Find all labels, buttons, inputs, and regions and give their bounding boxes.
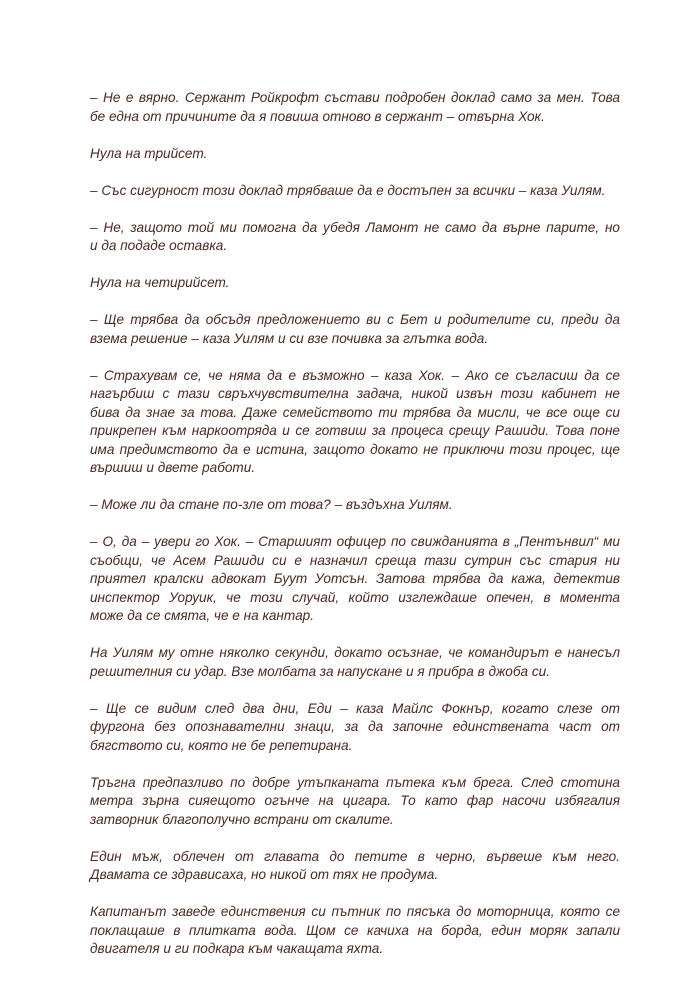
paragraph: [90, 903, 620, 959]
text-line: – О, да – увери го Хок. – Старшият офицер по свижданията в „Пентънвил“ ми: [90, 534, 620, 549]
text-line: Нула на трийсет.: [90, 145, 208, 161]
paragraph: [90, 848, 620, 885]
text-line: На Уилям му отне няколко секунди, докато осъзнае, че командирът е нанесъл: [90, 645, 620, 660]
text-line: може да се смята, че е на кантар.: [90, 608, 314, 623]
text-line: решителния си удар. Взе молбата за напускане и я прибра в джоба си.: [90, 663, 550, 679]
text-line: – Не е вярно. Сержант Ройкрофт състави подробен доклад само за мен. Това: [90, 90, 620, 105]
text-line: Тръгна предпазливо по добре утъпканата пътека към брега. След стотина: [90, 774, 620, 790]
text-line: – Не, защото той ми помогна да убедя Ламонт не само да върне парите, но: [90, 219, 620, 235]
paragraph: [90, 644, 620, 681]
text-line: – Страхувам се, че няма да е възможно – каза Хок. – Ако се съгласиш да се: [90, 367, 620, 383]
text-line: взема решение – каза Уилям и си взе почивка за глътка вода.: [90, 330, 489, 346]
paragraph: [90, 774, 620, 830]
text-line: фургона без опознавателни знаци, за да започне единствената част от: [90, 719, 620, 734]
text-line: – Ще се видим след два дни, Еди – каза Майлс Фокнър, когато слезе от: [90, 700, 620, 716]
text-line: и да подаде оставка.: [90, 238, 228, 253]
text-line: двигателя и ги подкара към чакащата яхта.: [90, 941, 384, 956]
text-line: бива да знае за това. Даже семейството ти трябва да мисли, че все още си: [90, 404, 620, 420]
text-line: бягството си, която не бе репетирана.: [90, 737, 353, 753]
paragraph: [90, 700, 620, 756]
text-line: поклащаше в плитката вода. Щом се качиха на борда, един моряк запали: [90, 922, 620, 938]
text-line: Двамата се здрависаха, но никой от тях не продума.: [90, 867, 439, 882]
text-line: Един мъж, облечен от главата до петите в черно, вървеше към него.: [90, 848, 620, 864]
paragraph: [90, 219, 620, 256]
text-line: затворник благополучно встрани от скалите.: [90, 811, 394, 827]
text-line: нагърбиш с тази свръхчувствителна задача, никой извън този кабинет не: [90, 386, 620, 401]
text-line: инспектор Уоруик, че този случай, който изглеждаше опечен, в момента: [90, 589, 620, 605]
text-line: съобщи, че Асем Рашиди си е назначил среща тази сутрин със стария ни: [90, 552, 620, 568]
paragraph: [90, 311, 620, 348]
text-line: – Може ли да стане по-зле от това? – въздъхна Уилям.: [90, 497, 453, 512]
text-line: приятел кралски адвокат Буут Уотсън. Затова трябва да кажа, детектив: [90, 571, 620, 586]
text-line: има предимството да е истина, защото докато не приключи този процес, ще: [90, 441, 620, 457]
text-line: прикрепен към наркоотряда и се готвиш за процеса срещу Рашиди. Това поне: [90, 423, 620, 438]
paragraph: [90, 367, 620, 478]
text-line: Капитанът заведе единствения си пътник по пясъка до моторница, която се: [90, 904, 620, 919]
text-line: бе една от причините да я повиша отново в сержант – отвърна Хок.: [90, 108, 545, 124]
paragraph: [90, 89, 620, 126]
text-line: – Със сигурност този доклад трябваше да е достъпен за всички – каза Уилям.: [90, 182, 606, 198]
paragraph: [90, 274, 620, 293]
paragraph: [90, 145, 620, 164]
text-line: – Ще трябва да обсъдя предложението ви с Бет и родителите си, преди да: [90, 312, 620, 327]
text-line: Нула на четирийсет.: [90, 275, 230, 290]
paragraph: [90, 533, 620, 626]
paragraph: [90, 182, 620, 201]
paragraph: [90, 496, 620, 515]
text-line: вършиш и двете работи.: [90, 460, 256, 475]
body-text: [90, 89, 620, 977]
text-line: метра зърна сияещото огънче на цигара. То като фар насочи избягалия: [90, 793, 620, 808]
